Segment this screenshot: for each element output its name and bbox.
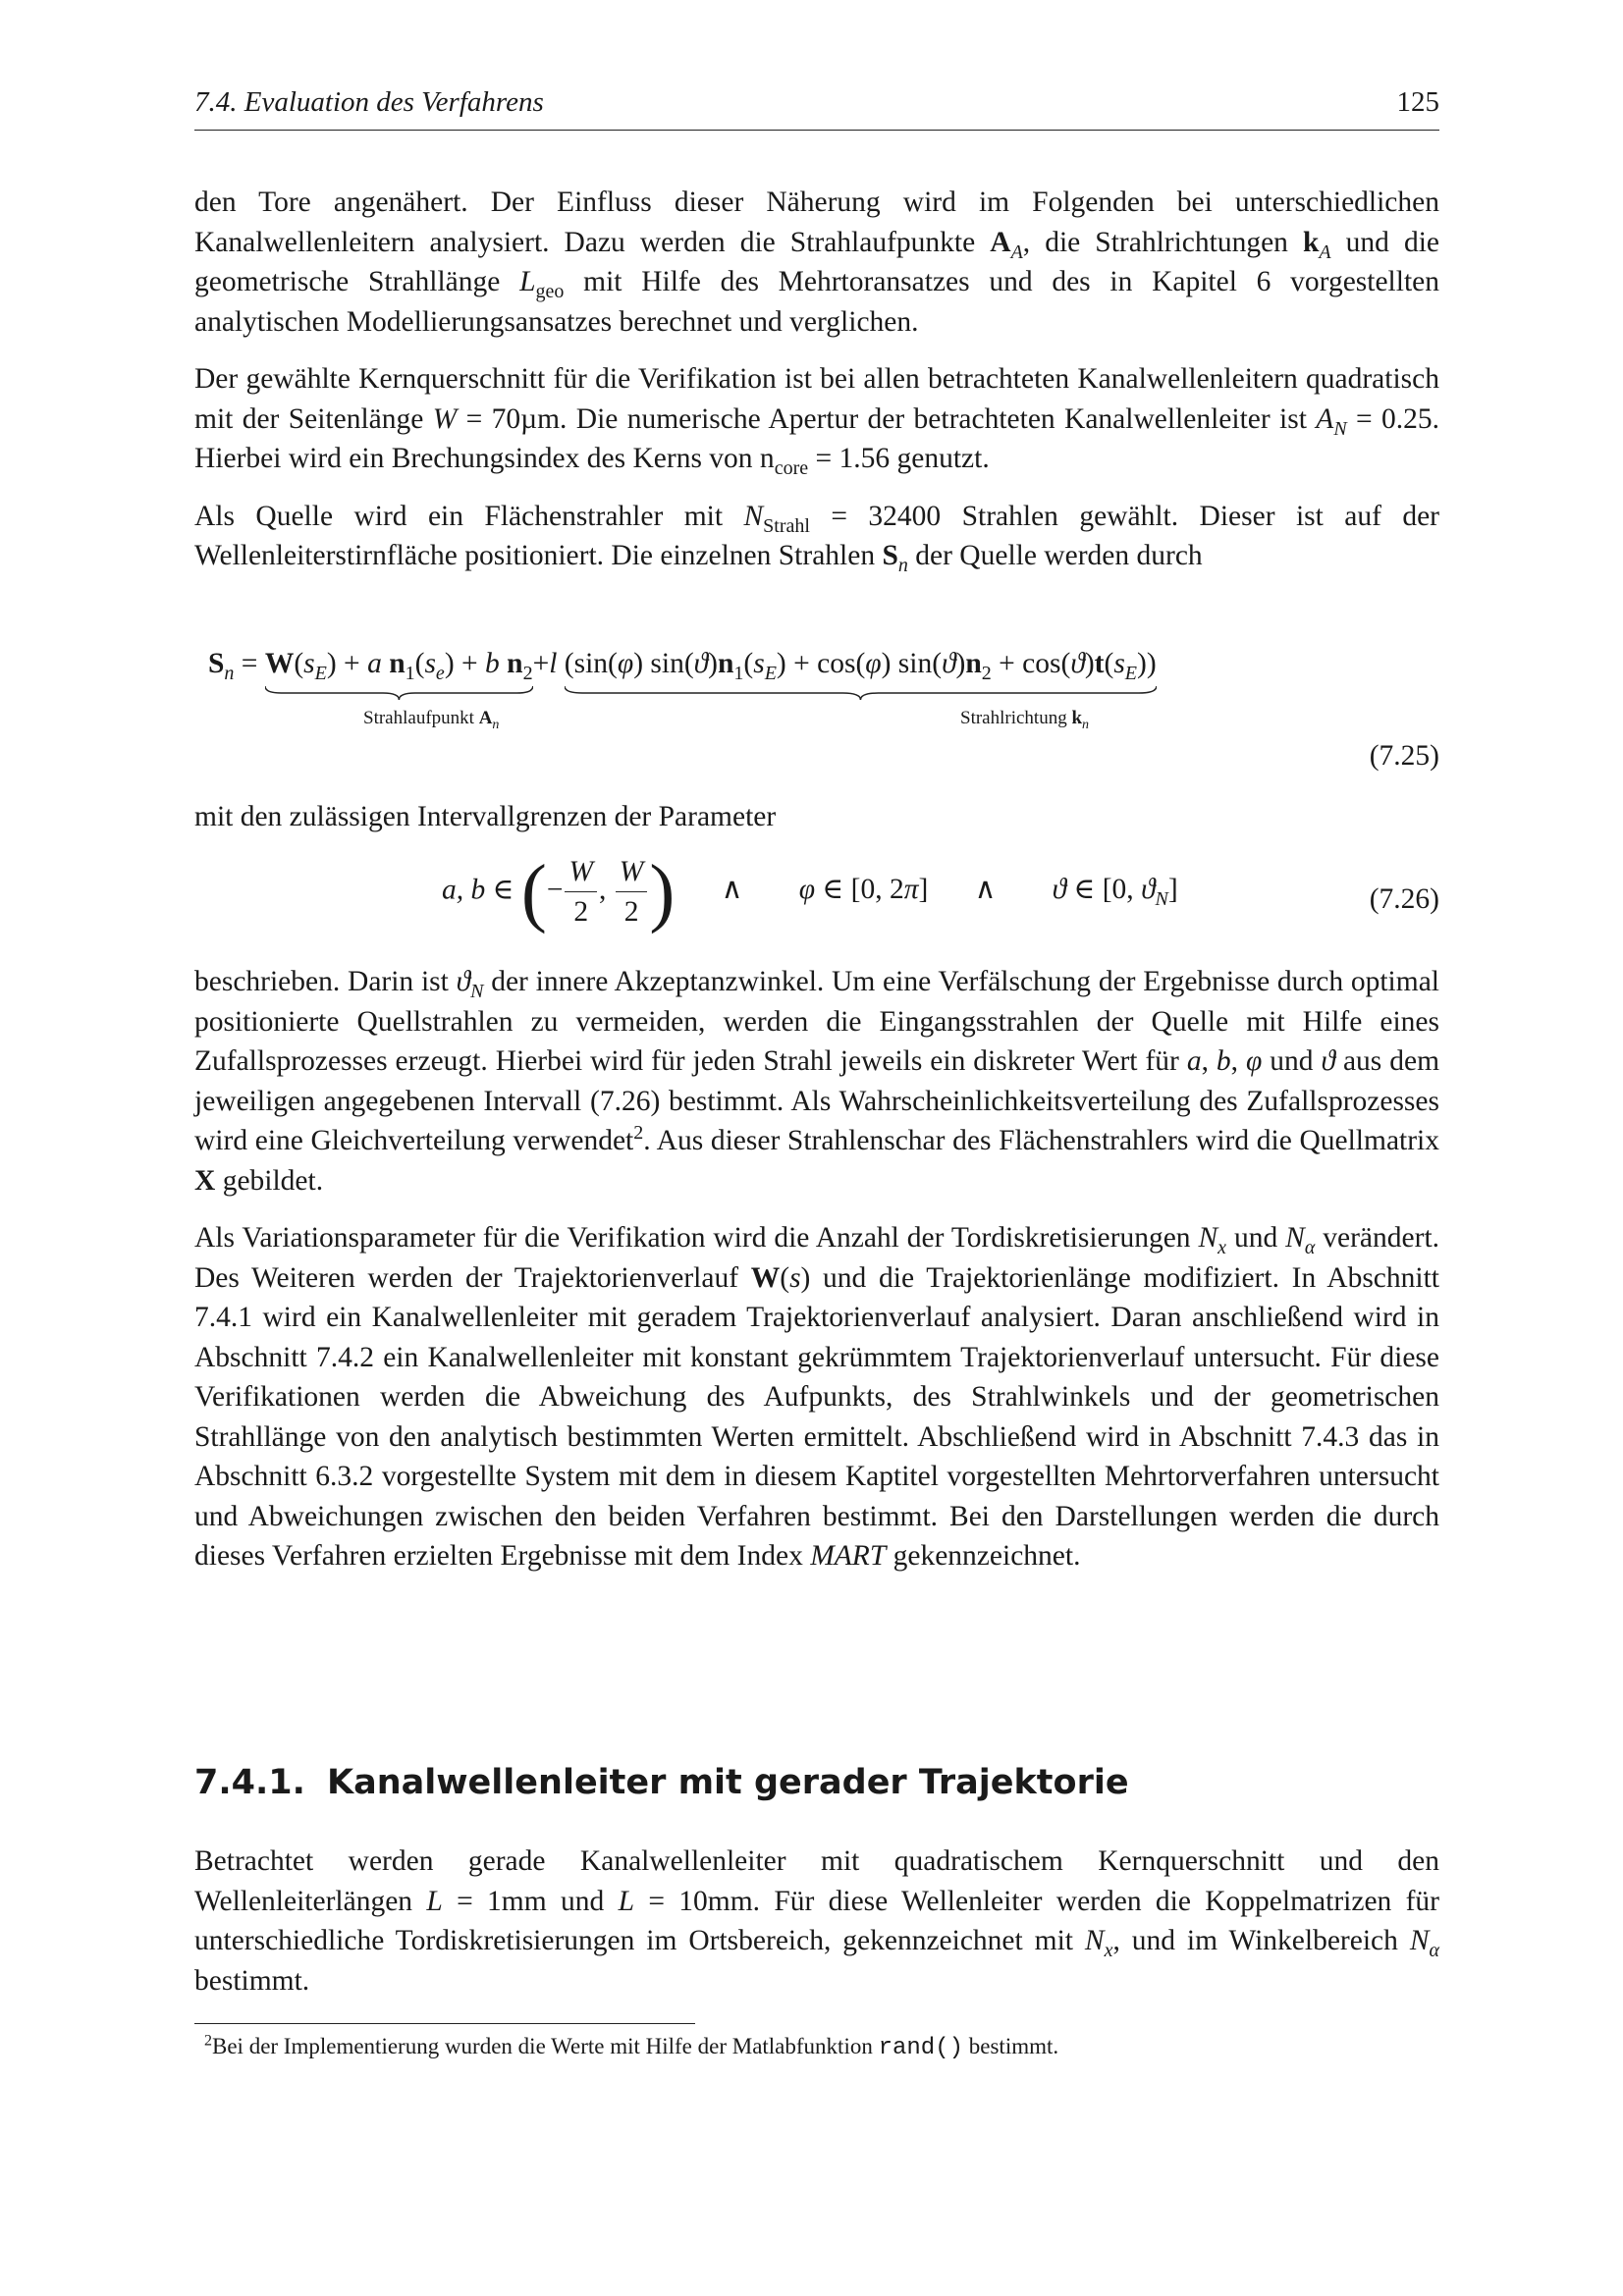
paragraph-3: Als Quelle wird ein Flächenstrahler mit $N_{Strahl} = 32400$ Strahlen gewählt. Dieser ist auf der Wellenleiterstirnfläche positioniert. Die einzelnen Strahlen $S_n$ der Quelle werden durch bbox=[194, 500, 1440, 576]
equation-7-25: $S_n = W(s_E) + a$ $n_1(s_e) + b$ $n_2$ +l (sin(φ) $\sin(ϑ)n_1(s_E) + \cos(\varphi) \sin(ϑ)n_2 + \cos(ϑ)t(s_E)$) Strahlaufpunkt $A_n$ Strahlrichtung $k_n$ (7.25) bbox=[208, 648, 1439, 772]
equation-number-7-26: (7.26) bbox=[1369, 883, 1439, 915]
paragraph-5: beschrieben. Darin ist $ϑ_N$ der innere Akzeptanzwinkel. Um eine Verfälschung der Ergebnisse durch optimal positionierte Quellstrahlen zu vermeiden, werden die Eingangsstrahlen der Quelle mit Hilfe eines Zufallsprozesses erzeugt. Hierbei wird für jeden Strahl jeweils ein diskreter Wert für a, b, φ und ϑ aus dem jeweiligen angegebenen Intervall (7.26) bestimmt. Als Wahrscheinlichkeitsverteilung des Zufallsprozesses wird eine Gleichverteilung verwendet$^2$. Aus dieser Strahlenschar des Flächenstrahlers wird die Quellmatrix X gebildet. bbox=[194, 966, 1440, 1197]
footnote-rule bbox=[194, 2023, 695, 2024]
header-section: 7.4. Evaluation des Verfahrens bbox=[194, 86, 544, 118]
equation-7-26: a, b ∈ (− $\frac{W}{2}$ , $\frac{W}{2}$ ) ∧ φ ∈ [0, 2π] ∧ ϑ ∈ [0, $ϑ_N$] (7.26) bbox=[442, 848, 1439, 934]
footnote: $^2$Bei der Implementierung wurden die Werte mit Hilfe der Matlabfunktion rand() bestimmt. bbox=[204, 2032, 1059, 2061]
paragraph-1: den Tore angenähert. Der Einfluss dieser Näherung wird im Folgenden bei unterschiedlichen Kanalwellenleitern analysiert. Dazu werden die Strahlaufpunkte $A_A$, die Strahlrichtungen $k_A$ und die geometrische Strahllänge $L_{geo}$ mit Hilfe des Mehrtoransatzes und des in Kapitel 6 vorgestellten analytischen Modellierungsansatzes berechnet und verglichen. bbox=[194, 187, 1439, 338]
page-number: 125 bbox=[1396, 86, 1439, 118]
underbrace-aufpunkt: $W(s_E) + a$ $n_1(s_e) + b$ $n_2$ bbox=[265, 648, 533, 680]
underbrace-richtung: (sin(φ) $\sin(ϑ)n_1(s_E) + \cos(\varphi) \sin(ϑ)n_2 + \cos(ϑ)t(s_E)$) bbox=[565, 648, 1157, 680]
section-heading: 7.4.1. Kanalwellenleiter mit gerader Trajektorie bbox=[194, 1763, 1129, 1802]
running-header bbox=[194, 86, 1439, 131]
label-strahlrichtung: Strahlrichtung $k_n$ bbox=[960, 708, 1090, 732]
body-text-top bbox=[194, 183, 1439, 594]
label-strahlaufpunkt: Strahlaufpunkt $A_n$ bbox=[363, 708, 500, 732]
paragraph-2: Der gewählte Kernquerschnitt für die Verifikation ist bei allen betrachteten Kanalwellenleitern quadratisch mit der Seitenlänge W = 70µm. Die numerische Apertur der betrachteten Kanalwellenleiter ist $A_N = 0.25$. Hierbei wird ein Brechungsindex des Kerns von $n_{core} = 1.56$ genutzt. bbox=[194, 363, 1439, 479]
paragraph-7: Betrachtet werden gerade Kanalwellenleiter mit quadratischem Kernquerschnitt und den Wellenleiterlängen L = 1mm und L = 10mm. Für diese Wellenleiter werden die Koppelmatrizen für unterschiedliche Tordiskretisierungen im Ortsbereich, gekennzeichnet mit $N_x$, und im Winkelbereich $N_\alpha$ bestimmt. bbox=[194, 1845, 1439, 1997]
paragraph-6: Als Variationsparameter für die Verifikation wird die Anzahl der Tordiskretisierungen $N_x$ und $N_\alpha$ verändert. Des Weiteren werden der Trajektorienverlauf W(s) und die Trajektorienlänge modifiziert. In Abschnitt 7.4.1 wird ein Kanalwellenleiter mit geradem Trajektorienverlauf analysiert. Daran anschließend wird in Abschnitt 7.4.2 ein Kanalwellenleiter mit konstant gekrümmtem Trajektorienverlauf untersucht. Für diese Verifikationen werden die Abweichung des Aufpunkts, des Strahlwinkels und der geometrischen Strahllänge von den analytisch bestimmten Werten ermittelt. Abschließend wird in Abschnitt 7.4.3 das in Abschnitt 6.3.2 vorgestellte System mit dem in diesem Kaptitel vorgestellten Mehrtorverfahren untersucht und Abweichungen zwischen den beiden Verfahren bestimmt. Bei den Darstellungen werden die durch dieses Verfahren erzielten Ergebnisse mit dem Index MART gekennzeichnet. bbox=[194, 1222, 1440, 1572]
paragraph-4: mit den zulässigen Intervallgrenzen der Parameter bbox=[194, 801, 777, 832]
body-text-middle bbox=[194, 962, 1439, 1594]
equation-number-7-25: (7.25) bbox=[1369, 740, 1439, 772]
body-text-bottom bbox=[194, 1842, 1439, 2018]
